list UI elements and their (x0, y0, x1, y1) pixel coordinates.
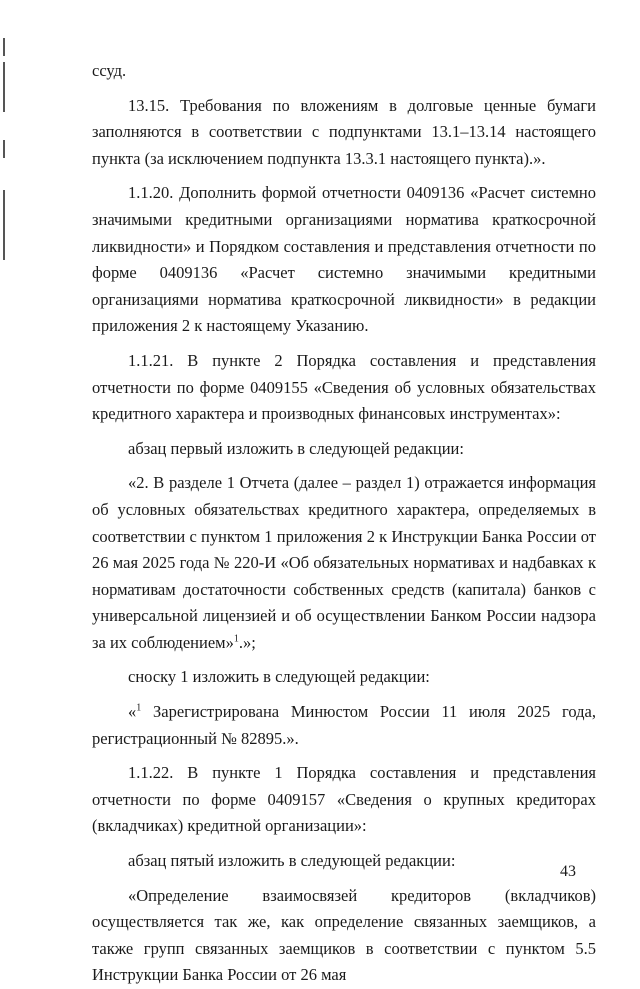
footnote-text: Зарегистрирована Минюстом России 11 июля 2025 года, регистрационный № 82895.». (92, 702, 596, 748)
page-number: 43 (560, 863, 576, 880)
margin-mark (3, 190, 5, 260)
paragraph-fifth-abzac: абзац пятый изложить в следующей редакции: (128, 851, 456, 871)
quote-ending: .»; (238, 632, 256, 652)
footnote-open-quote: « (128, 702, 137, 722)
paragraph-footnote-instruction: сноску 1 изложить в следующей редакции: (128, 667, 430, 687)
quote-text: «2. В разделе 1 Отчета (далее – раздел 1) отражается информация об условных обязательствах кредитного характера, определяемых в соответствии с пунктом 1 приложения 2 к Инструкции Банка России от 26 мая 2025 года № 220-И «Об обязательных нормативах и надбавках к нормативам достаточности собственных средств (капитала) банков с универсальной лицензией и об осуществлении Банком России надзора за их соблюдением» (92, 473, 596, 652)
paragraph-first-abzac: абзац первый изложить в следующей редакции: (128, 438, 464, 458)
paragraph-continuation: ссуд. (92, 61, 127, 80)
footnote-marker: 1 (233, 633, 239, 645)
margin-mark (3, 38, 5, 56)
paragraph-1-1-22: 1.1.22. В пункте 1 Порядка составления и представления отчетности по форме 0409157 «Сведения о крупных кредиторах (вкладчиках) кредитной организации»: (92, 763, 596, 836)
paragraph-1-1-20: 1.1.20. Дополнить формой отчетности 0409136 «Расчет системно значимыми кредитными организациями норматива краткосрочной ликвидности» и Порядком составления и представления отчетности по форме 0409136 «Расчет системно значимыми кредитными организациями норматива краткосрочной ликвидности» в редакции приложения 2 к настоящему Указанию. (92, 183, 596, 336)
margin-mark (3, 140, 5, 158)
paragraph-13-15: 13.15. Требования по вложениям в долговые ценные бумаги заполняются в соответствии с подпунктами 13.1–13.14 настоящего пункта (за исключением подпункта 13.3.1 настоящего пункта).». (92, 95, 596, 168)
paragraph-quote-definition: «Определение взаимосвязей кредиторов (вкладчиков) осуществляется так же, как определение связанных заемщиков, а также групп связанных заемщиков в соответствии с пунктом 5.5 Инструкции Банка России от 26 мая (92, 885, 596, 985)
margin-mark (3, 62, 5, 112)
paragraph-quote-2 (92, 470, 596, 656)
paragraph-footnote-1 (92, 699, 596, 752)
document-body (92, 58, 596, 989)
paragraph-1-1-21: 1.1.21. В пункте 2 Порядка составления и представления отчетности по форме 0409155 «Сведения об условных обязательствах кредитного характера и производных финансовых инструментах»: (92, 350, 596, 424)
footnote-marker: 1 (136, 702, 142, 714)
